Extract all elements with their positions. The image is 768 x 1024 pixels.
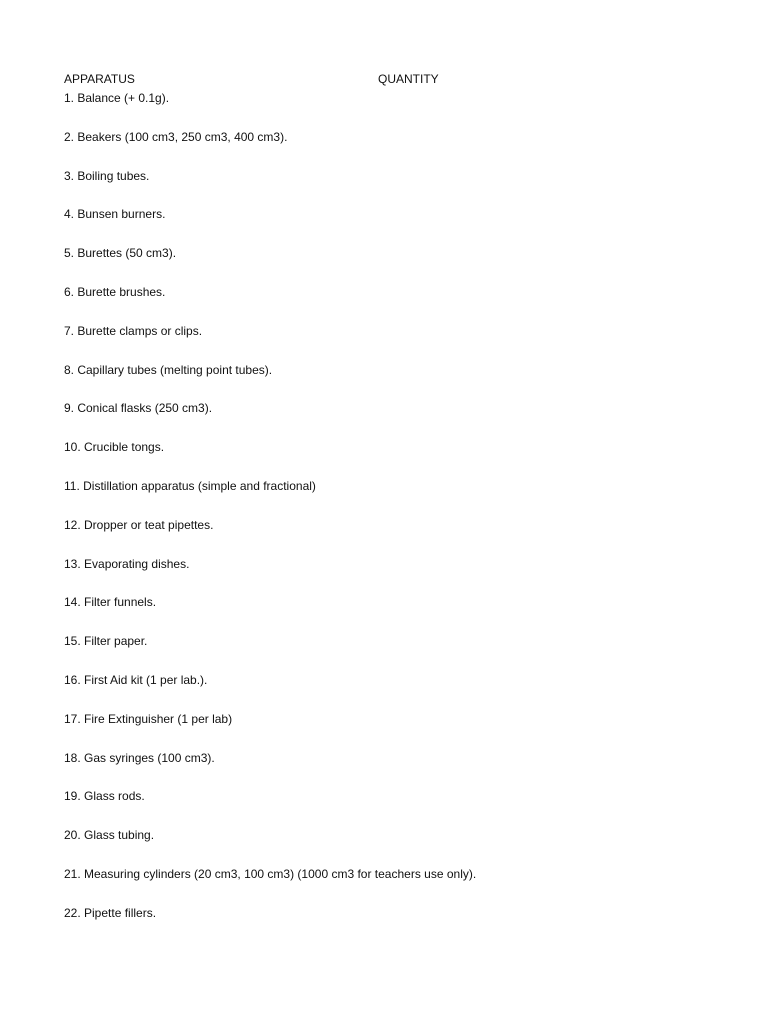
list-item: 1. Balance (+ 0.1g). [64, 91, 170, 105]
list-item: 17. Fire Extinguisher (1 per lab) [64, 711, 233, 726]
list-item: 9. Conical flasks (250 cm3). [64, 401, 213, 416]
list-item: 19. Glass rods. [64, 789, 145, 804]
apparatus-column-heading: APPARATUS [64, 72, 135, 86]
list-item: 6. Burette brushes. [64, 284, 166, 299]
list-item: 14. Filter funnels. [64, 595, 157, 610]
list-item: 4. Bunsen burners. [64, 207, 166, 222]
quantity-column-heading: QUANTITY [378, 72, 439, 86]
apparatus-list [64, 90, 744, 944]
list-item: 21. Measuring cylinders (20 cm3, 100 cm3) (1000 cm3 for teachers use only). [64, 866, 477, 881]
list-item: 11. Distillation apparatus (simple and fractional) [64, 478, 316, 493]
list-item: 2. Beakers (100 cm3, 250 cm3, 400 cm3). [64, 129, 288, 144]
list-item: 22. Pipette fillers. [64, 905, 157, 920]
table-header [64, 71, 704, 87]
list-item: 16. First Aid kit (1 per lab.). [64, 672, 208, 687]
list-item: 5. Burettes (50 cm3). [64, 246, 177, 261]
list-item: 7. Burette clamps or clips. [64, 323, 203, 338]
list-item: 10. Crucible tongs. [64, 440, 165, 455]
list-item: 12. Dropper or teat pipettes. [64, 517, 214, 532]
list-item: 8. Capillary tubes (melting point tubes). [64, 362, 273, 377]
list-item: 13. Evaporating dishes. [64, 556, 190, 571]
list-item: 15. Filter paper. [64, 634, 148, 649]
list-item: 3. Boiling tubes. [64, 168, 150, 183]
list-item: 20. Glass tubing. [64, 828, 155, 843]
list-item: 18. Gas syringes (100 cm3). [64, 750, 215, 765]
